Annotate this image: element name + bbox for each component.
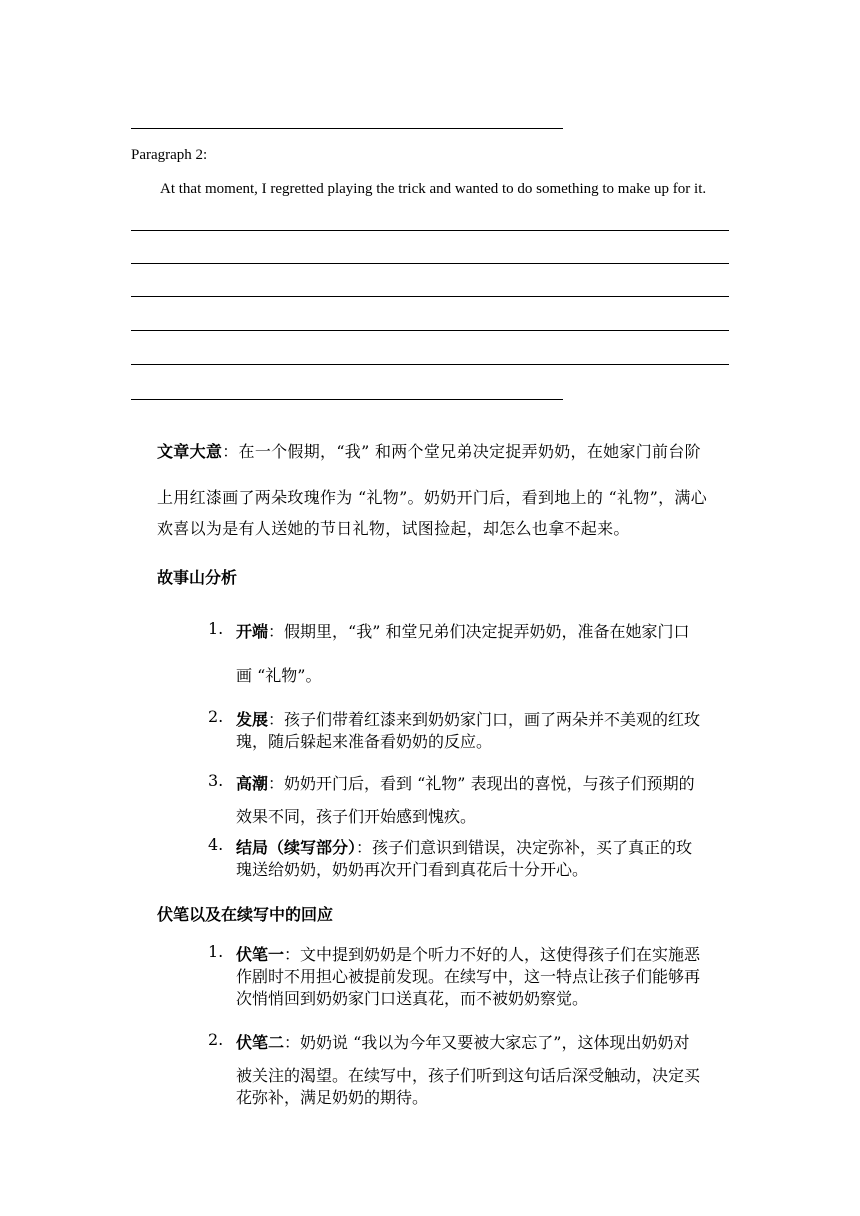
item-text: 瑰送给奶奶，奶奶再次开门看到真花后十分开心。 [236,860,589,879]
item-text: 花弥补，满足奶奶的期待。 [236,1088,429,1107]
item-text: 孩子们带着红漆来到奶奶家门口，画了两朵并不美观的红玫 [284,710,701,729]
item-text: 文中提到奶奶是个听力不好的人，这使得孩子们在实施恶 [300,945,701,964]
summary-line: 在一个假期，“我” 和两个堂兄弟决定捉弄奶奶，在她家门前台阶 [238,442,701,461]
item-label: 伏笔一 [236,945,285,964]
list-number: 3. [208,771,224,790]
writing-line [131,330,729,331]
list-item: 结局（续写部分）：孩子们意识到错误，决定弥补，买了真正的玫 瑰送给奶奶，奶奶再次开门看到真花后十分开心。 [236,835,732,879]
item-text: 孩子们意识到错误，决定弥补，买了真正的玫 [372,838,693,857]
item-label: 开端 [236,622,269,641]
list-item: 伏笔二：奶奶说 “我以为今年又要被大家忘了”，这体现出奶奶对 [236,1033,690,1052]
summary-separator: ： [222,442,239,461]
list-item: 发展：孩子们带着红漆来到奶奶家门口，画了两朵并不美观的红玫 瑰，随后躲起来准备看奶奶的反应。 [236,707,732,751]
paragraph-opening-sentence: At that moment, I regretted playing the trick and wanted to do something to make up for it. [160,181,707,197]
summary-line: 上用红漆画了两朵玫瑰作为 “礼物”。奶奶开门后，看到地上的 “礼物”，满心 [157,488,707,507]
writing-line [131,128,563,129]
list-number: 1. [208,942,224,961]
list-number: 2. [208,707,224,726]
summary-label: 文章大意 [157,442,223,461]
item-text: 作剧时不用担心被提前发现。在续写中，这一特点让孩子们能够再 [236,967,701,986]
item-text: 效果不同，孩子们开始感到愧疚。 [236,807,477,826]
item-text: 瑰，随后躲起来准备看奶奶的反应。 [236,732,493,751]
list-item: 开端：假期里，“我” 和堂兄弟们决定捉弄奶奶，准备在她家门口 [236,622,690,641]
summary-paragraph [157,441,701,463]
section-heading-story-mountain: 故事山分析 [157,568,238,587]
writing-line [131,263,729,264]
list-item: 伏笔一：文中提到奶奶是个听力不好的人，这使得孩子们在实施恶 作剧时不用担心被提前发现。在续写中，这一特点让孩子们能够再 次悄悄回到奶奶家门口送真花，而不被奶奶察觉。 [236,942,732,1008]
paragraph-label: Paragraph 2: [131,147,208,163]
list-item [236,1063,732,1107]
item-text: 奶奶说 “我以为今年又要被大家忘了”，这体现出奶奶对 [300,1033,690,1052]
list-number: 2. [208,1030,224,1049]
item-text: 奶奶开门后，看到 “礼物” 表现出的喜悦，与孩子们预期的 [284,774,695,793]
writing-line [131,230,729,231]
item-label: 伏笔二 [236,1033,285,1052]
writing-line [131,399,563,400]
item-label: 发展 [236,710,269,729]
list-number: 1. [208,619,224,638]
list-number: 4. [208,835,224,854]
list-item: 高潮：奶奶开门后，看到 “礼物” 表现出的喜悦，与孩子们预期的 [236,774,695,793]
item-text: 被关注的渴望。在续写中，孩子们听到这句话后深受触动，决定买 [236,1066,701,1085]
item-text: 假期里，“我” 和堂兄弟们决定捉弄奶奶，准备在她家门口 [284,622,690,641]
item-text: 画 “礼物”。 [236,666,322,685]
writing-line [131,364,729,365]
section-heading-foreshadowing: 伏笔以及在续写中的回应 [157,905,334,924]
writing-line [131,296,729,297]
item-label: 结局（续写部分） [236,838,357,857]
item-label: 高潮 [236,774,269,793]
item-text: 次悄悄回到奶奶家门口送真花，而不被奶奶察觉。 [236,989,589,1008]
summary-line: 欢喜以为是有人送她的节日礼物，试图捡起，却怎么也拿不起来。 [157,519,630,538]
